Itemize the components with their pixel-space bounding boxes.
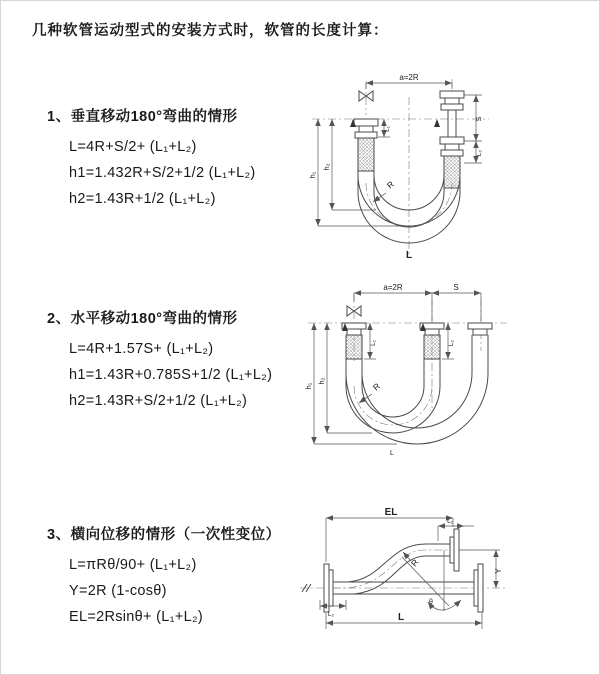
dim-label-a2r: a=2R	[399, 73, 419, 82]
section-2	[47, 307, 272, 414]
braided-hose	[358, 138, 374, 171]
braided-hose	[346, 335, 362, 359]
right-flange	[468, 323, 492, 335]
dim-label-el: EL	[384, 507, 398, 518]
braided-hose	[444, 156, 460, 188]
formula-line: L=4R+1.57S+ (L₁+L₂)	[69, 341, 214, 357]
left-flange	[354, 119, 378, 138]
formula-line: h1=1.43R+0.785S+1/2 (L₁+L₂)	[69, 367, 273, 383]
diagram-lateral-displacement	[298, 505, 594, 650]
dim-label-l1: L₁	[370, 340, 377, 346]
dim-label-l2: L₂	[327, 611, 335, 618]
hose-u-bends	[346, 335, 488, 444]
dim-label-l1: L₁	[384, 126, 391, 132]
diagram-horizontal-u-bend	[302, 281, 594, 471]
left-flange	[324, 564, 333, 612]
formula-line: h2=1.43R+1/2 (L₁+L₂)	[69, 191, 216, 207]
dim-label-l1: L₁	[447, 518, 453, 525]
s-curve-hose	[333, 544, 450, 594]
dim-label-h2: h₂	[317, 377, 326, 385]
dim-label-l2: L₂	[448, 339, 455, 347]
diagram-vertical-u-bend	[304, 63, 594, 263]
up-arrow-icon	[434, 119, 440, 127]
dimension-lines	[314, 293, 481, 444]
page-title: 几种软管运动型式的安装方式时，软管的长度计算：	[32, 23, 389, 39]
dim-label-s: S	[474, 116, 483, 122]
dim-label-a2r: a=2R	[383, 283, 403, 292]
formula-line: h2=1.43R+S/2+1/2 (L₁+L₂)	[69, 393, 248, 409]
length-label: L	[390, 450, 394, 457]
angle-label: θ	[429, 599, 433, 606]
braided-hose	[424, 335, 440, 359]
lower-right-flange	[474, 564, 483, 612]
section-1-heading: 1、垂直移动180°弯曲的情形	[47, 109, 238, 125]
dim-label-h1: h₁	[304, 382, 313, 390]
upper-right-flange	[450, 529, 459, 571]
formula-line: h1=1.432R+S/2+1/2 (L₁+L₂)	[69, 165, 256, 181]
right-flange-lower	[440, 137, 464, 156]
formula-line: Y=2R (1-cosθ)	[69, 583, 167, 599]
right-pipe	[448, 110, 456, 137]
radius-label: R	[384, 178, 396, 191]
radius-label: R	[408, 557, 421, 569]
length-label: L	[405, 250, 413, 261]
length-label: L	[397, 612, 405, 623]
section-1	[47, 105, 256, 212]
dim-label-y: Y	[494, 568, 503, 574]
dim-label-l2: L₂	[476, 149, 483, 157]
formula-line: L=πRθ/90+ (L₁+L₂)	[69, 557, 197, 573]
dim-label-s: S	[453, 283, 459, 292]
right-flange-upper	[440, 91, 464, 110]
dim-label-h1: h₁	[308, 171, 317, 179]
dimension-lines	[320, 518, 500, 629]
dim-label-h2: h₂	[322, 163, 331, 171]
formula-line: L=4R+S/2+ (L₁+L₂)	[69, 139, 197, 155]
section-2-heading: 2、水平移动180°弯曲的情形	[47, 311, 238, 327]
formula-line: EL=2Rsinθ+ (L₁+L₂)	[69, 609, 204, 625]
section-3-heading: 3、横向位移的情形（一次性变位）	[47, 527, 281, 543]
section-3	[47, 523, 281, 630]
radius-label: R	[370, 380, 382, 393]
